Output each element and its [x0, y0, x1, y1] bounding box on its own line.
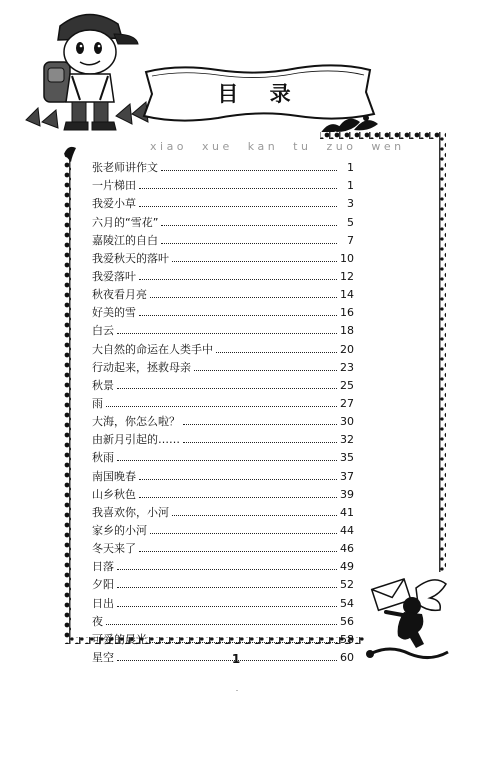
toc-entry-title: 六月的“雪花”: [92, 215, 159, 229]
toc-entry: [92, 410, 354, 428]
toc-entry: [92, 483, 354, 501]
toc-entry-page: 7: [347, 233, 354, 247]
toc-entry-title: 日出: [92, 596, 114, 610]
toc-entry-title: 一片梯田: [92, 179, 136, 193]
toc-entry-page: 54: [340, 596, 354, 610]
header: [0, 0, 504, 153]
toc-entry-title: 雨: [92, 396, 103, 410]
toc-entry-title: 可爱的晨光: [92, 632, 147, 646]
dot-leader: [139, 497, 337, 498]
dot-leader: [139, 188, 337, 189]
dot-leader: [117, 460, 337, 461]
table-of-contents: [92, 156, 354, 664]
toc-entry-page: 60: [340, 650, 354, 664]
dot-leader: [161, 243, 337, 244]
toc-entry-page: 58: [340, 632, 354, 646]
toc-entry-page: 16: [340, 306, 354, 320]
dot-leader: [117, 569, 337, 570]
dot-leader: [150, 297, 337, 298]
toc-entry: [92, 192, 354, 210]
toc-entry-page: 56: [340, 614, 354, 628]
dot-leader: [117, 388, 337, 389]
toc-entry-page: 23: [340, 360, 354, 374]
toc-entry-page: 14: [340, 288, 354, 302]
dot-leader: [194, 370, 337, 371]
toc-entry-page: 5: [347, 215, 354, 229]
toc-entry: [92, 229, 354, 247]
toc-entry-title: 夕阳: [92, 578, 114, 592]
dot-leader: [150, 533, 337, 534]
toc-entry-page: 18: [340, 324, 354, 338]
toc-entry-title: 我爱秋天的落叶: [92, 251, 169, 265]
toc-entry-title: 嘉陵江的自白: [92, 233, 158, 247]
toc-entry: [92, 446, 354, 464]
toc-entry: [92, 428, 354, 446]
toc-entry: [92, 464, 354, 482]
dot-leader: [117, 587, 337, 588]
toc-entry-page: 46: [340, 542, 354, 556]
dot-leader: [139, 206, 337, 207]
dot-leader: [139, 551, 337, 552]
toc-entry-page: 27: [340, 396, 354, 410]
toc-entry-title: 山乡秋色: [92, 487, 136, 501]
toc-entry-title: 好美的雪: [92, 306, 136, 320]
toc-entry: [92, 319, 354, 337]
toc-entry-title: 星空: [92, 650, 114, 664]
toc-entry-page: 1: [347, 161, 354, 175]
dot-leader: [172, 515, 337, 516]
toc-entry-title: 秋雨: [92, 451, 114, 465]
toc-entry-title: 我爱落叶: [92, 269, 136, 283]
toc-entry-page: 1: [347, 179, 354, 193]
dot-leader: [150, 642, 337, 643]
toc-entry-title: 夜: [92, 614, 103, 628]
toc-entry-page: 25: [340, 378, 354, 392]
toc-entry-title: 行动起来，拯救母亲: [92, 360, 191, 374]
toc-entry: [92, 283, 354, 301]
toc-entry-page: 44: [340, 523, 354, 537]
dot-leader: [139, 279, 337, 280]
toc-entry-title: 秋景: [92, 378, 114, 392]
toc-entry: [92, 301, 354, 319]
page-number: 1: [231, 652, 241, 666]
dot-leader: [139, 315, 337, 316]
dot-leader: [117, 606, 337, 607]
toc-entry: [92, 591, 354, 609]
toc-entry-page: 37: [340, 469, 354, 483]
toc-entry-page: 30: [340, 415, 354, 429]
page-title: 目 录: [217, 82, 303, 106]
toc-entry: [92, 210, 354, 228]
toc-entry-page: 20: [340, 342, 354, 356]
toc-entry-title: 由新月引起的……: [92, 433, 180, 447]
dot-leader: [106, 624, 337, 625]
scan-speck: [236, 690, 238, 691]
toc-entry: [92, 337, 354, 355]
toc-entry-page: 52: [340, 578, 354, 592]
toc-entry: [92, 174, 354, 192]
toc-entry-title: 大海，你怎么啦？: [92, 415, 180, 429]
toc-entry-page: 3: [347, 197, 354, 211]
toc-entry: [92, 247, 354, 265]
toc-entry: [92, 555, 354, 573]
cupid-illustration: [360, 572, 452, 662]
toc-entry-title: 张老师讲作文: [92, 161, 158, 175]
toc-entry-page: 32: [340, 433, 354, 447]
dot-leader: [139, 479, 337, 480]
toc-entry: [92, 519, 354, 537]
toc-entry-page: 35: [340, 451, 354, 465]
toc-entry: [92, 392, 354, 410]
toc-entry-page: 41: [340, 505, 354, 519]
dot-leader: [106, 406, 337, 407]
toc-entry-title: 我爱小草: [92, 197, 136, 211]
toc-entry: [92, 156, 354, 174]
toc-entry: [92, 356, 354, 374]
dot-leader: [161, 170, 337, 171]
dot-leader: [183, 442, 337, 443]
toc-entry: [92, 573, 354, 591]
toc-entry-page: 49: [340, 560, 354, 574]
pinyin-subtitle: xiao xue kan tu zuo wen: [150, 140, 405, 153]
dot-leader: [117, 333, 337, 334]
toc-entry-page: 10: [340, 251, 354, 265]
dot-leader: [172, 261, 337, 262]
toc-entry: [92, 610, 354, 628]
toc-entry: [92, 646, 354, 664]
toc-entry: [92, 501, 354, 519]
toc-entry: [92, 374, 354, 392]
toc-entry-title: 白云: [92, 324, 114, 338]
toc-entry-title: 大自然的命运在人类手中: [92, 342, 213, 356]
dot-leader: [216, 352, 337, 353]
dot-leader: [183, 424, 337, 425]
toc-entry-title: 家乡的小河: [92, 523, 147, 537]
toc-entry-title: 日落: [92, 560, 114, 574]
cartoon-boy-illustration: [18, 4, 158, 144]
toc-entry-title: 秋夜看月亮: [92, 288, 147, 302]
dot-leader: [161, 225, 337, 226]
toc-entry: [92, 265, 354, 283]
toc-entry-title: 冬天来了: [92, 542, 136, 556]
toc-entry-title: 南国晚春: [92, 469, 136, 483]
toc-entry: [92, 628, 354, 646]
toc-entry-page: 39: [340, 487, 354, 501]
toc-entry-title: 我喜欢你，小河: [92, 505, 169, 519]
toc-entry: [92, 537, 354, 555]
toc-entry-page: 12: [340, 269, 354, 283]
